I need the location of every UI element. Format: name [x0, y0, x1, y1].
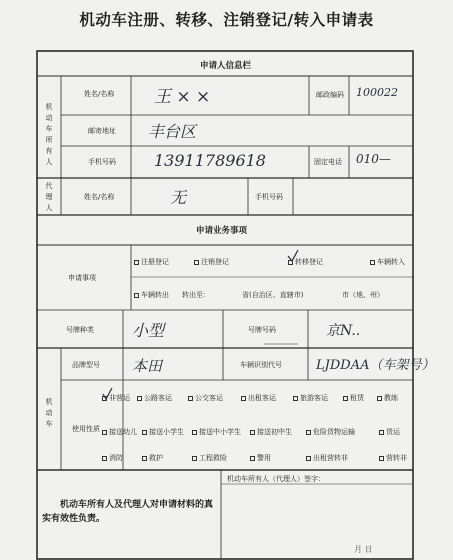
option-transfer-in-label: 车辆转入: [377, 258, 405, 266]
brand-value[interactable]: 本田: [132, 357, 163, 375]
use-option[interactable]: [306, 428, 355, 436]
landline-label: 固定电话: [314, 158, 342, 166]
agent-label: 代理人: [45, 182, 53, 212]
use-option-label: 公路客运: [144, 394, 172, 402]
use-option[interactable]: [293, 394, 328, 402]
date-fragment: 月 日: [354, 545, 373, 554]
use-checkbox[interactable]: [250, 456, 255, 461]
checkbox-register[interactable]: [134, 260, 139, 265]
option-transfer[interactable]: [288, 258, 323, 266]
agent-mobile-label: 手机号码: [255, 193, 283, 201]
application-form: [36, 50, 435, 560]
use-option[interactable]: [250, 454, 271, 462]
checkbox-transfer[interactable]: [288, 260, 293, 265]
agent-name-label: 姓名/名称: [84, 193, 115, 201]
use-option[interactable]: [192, 454, 227, 462]
use-checkbox[interactable]: [241, 396, 246, 401]
checkbox-transfer-out[interactable]: [134, 293, 139, 298]
use-option[interactable]: [137, 394, 172, 402]
use-option-label: 接送中小学生: [199, 428, 241, 436]
option-transfer-out[interactable]: [134, 291, 169, 299]
use-checkbox[interactable]: [102, 430, 107, 435]
mobile-value[interactable]: 13911789618: [154, 151, 266, 170]
use-option-label: 公交客运: [195, 394, 223, 402]
use-option-label: 接送幼儿: [109, 428, 137, 436]
use-checkbox[interactable]: [102, 456, 107, 461]
items-label: 申请事项: [68, 274, 96, 282]
use-option-label: 出租营转非: [313, 454, 348, 462]
plate-number-value[interactable]: 京N..: [326, 323, 361, 339]
checkbox-cancel[interactable]: [194, 260, 199, 265]
use-checkbox[interactable]: [142, 456, 147, 461]
use-checkbox[interactable]: [377, 396, 382, 401]
option-cancel[interactable]: [194, 258, 229, 266]
use-checkbox[interactable]: [379, 456, 384, 461]
use-option[interactable]: [188, 394, 223, 402]
declaration-text: 机动车所有人及代理人对申请材料的真实有效性负责。: [42, 500, 214, 524]
postcode-value[interactable]: 100022: [356, 86, 398, 99]
use-checkbox[interactable]: [192, 456, 197, 461]
use-option-label: 营转非: [386, 454, 407, 462]
use-checkbox[interactable]: [379, 430, 384, 435]
use-option-label: 救护: [149, 454, 163, 462]
option-register-label: 注册登记: [141, 258, 169, 266]
use-checkbox[interactable]: [293, 396, 298, 401]
use-checkbox[interactable]: [137, 396, 142, 401]
plate-type-value[interactable]: 小型: [132, 321, 165, 340]
address-label: 邮寄地址: [88, 127, 116, 135]
transfer-to-label: 转出至：: [182, 291, 210, 299]
use-option-label: 出租客运: [248, 394, 276, 402]
use-option-label: 警用: [257, 454, 271, 462]
form-title: 机动车注册、转移、注销登记/转入申请表: [79, 11, 374, 29]
name-value[interactable]: 王 × ×: [154, 87, 211, 107]
checkbox-transfer-in[interactable]: [370, 260, 375, 265]
use-option[interactable]: [377, 394, 398, 402]
mobile-label: 手机号码: [88, 158, 116, 166]
use-option-label: 租赁: [350, 394, 364, 402]
vin-label: 车辆识别代号: [240, 361, 282, 369]
use-option[interactable]: [343, 394, 364, 402]
use-checkbox[interactable]: [142, 430, 147, 435]
brand-label: 品牌型号: [72, 361, 100, 369]
use-option-label: 教练: [384, 394, 398, 402]
use-checkbox[interactable]: [250, 430, 255, 435]
option-transfer-out-label: 车辆转出: [141, 291, 169, 299]
use-option[interactable]: [379, 428, 400, 436]
use-option[interactable]: [142, 454, 163, 462]
use-option-label: 消防: [109, 454, 123, 462]
use-option[interactable]: [379, 454, 407, 462]
use-option-label: 工程救险: [199, 454, 227, 462]
city-label: 市（地、州）: [342, 291, 384, 299]
use-option[interactable]: [142, 428, 184, 436]
plate-type-label: 号牌种类: [66, 326, 94, 334]
use-option-label: 危险货物运输: [313, 428, 355, 436]
use-label: 使用性质: [72, 425, 100, 433]
use-option[interactable]: [192, 428, 241, 436]
owner-label: 机动车所有人: [45, 103, 53, 166]
use-checkbox[interactable]: [188, 396, 193, 401]
option-transfer-in[interactable]: [370, 258, 405, 266]
use-option[interactable]: [102, 454, 123, 462]
use-option[interactable]: [102, 394, 130, 402]
agent-name-value[interactable]: 无: [170, 188, 187, 207]
option-register[interactable]: [134, 258, 169, 266]
use-option-label: 旅游客运: [300, 394, 328, 402]
vehicle-label: 机动车: [45, 398, 53, 428]
use-option-label: 非营运: [109, 394, 130, 402]
use-option-label: 货运: [386, 428, 400, 436]
use-option-label: 接送小学生: [149, 428, 184, 436]
use-option[interactable]: [102, 428, 137, 436]
use-option[interactable]: [241, 394, 276, 402]
option-transfer-label: 转移登记: [295, 258, 323, 266]
use-checkbox[interactable]: [306, 430, 311, 435]
use-checkbox[interactable]: [192, 430, 197, 435]
use-option-label: 接送初中生: [257, 428, 292, 436]
vin-value[interactable]: LJDDAA（车架号）: [316, 358, 435, 373]
use-checkbox[interactable]: [102, 396, 107, 401]
use-checkbox[interactable]: [306, 456, 311, 461]
name-label: 姓名/名称: [84, 90, 115, 98]
signature-label: 机动车所有人（代理人）签字：: [227, 475, 325, 483]
business-section-header: 申请业务事项: [196, 226, 248, 236]
use-checkbox[interactable]: [343, 396, 348, 401]
province-label: 省(自治区、直辖市): [242, 291, 304, 299]
applicant-section-header: 申请人信息栏: [200, 61, 252, 71]
address-value[interactable]: 丰台区: [148, 122, 197, 141]
postcode-label: 邮政编码: [316, 91, 344, 99]
landline-value[interactable]: 010—: [356, 152, 391, 166]
use-option[interactable]: [306, 454, 348, 462]
plate-number-label: 号牌号码: [248, 326, 276, 334]
option-cancel-label: 注销登记: [201, 258, 229, 266]
use-option[interactable]: [250, 428, 292, 436]
